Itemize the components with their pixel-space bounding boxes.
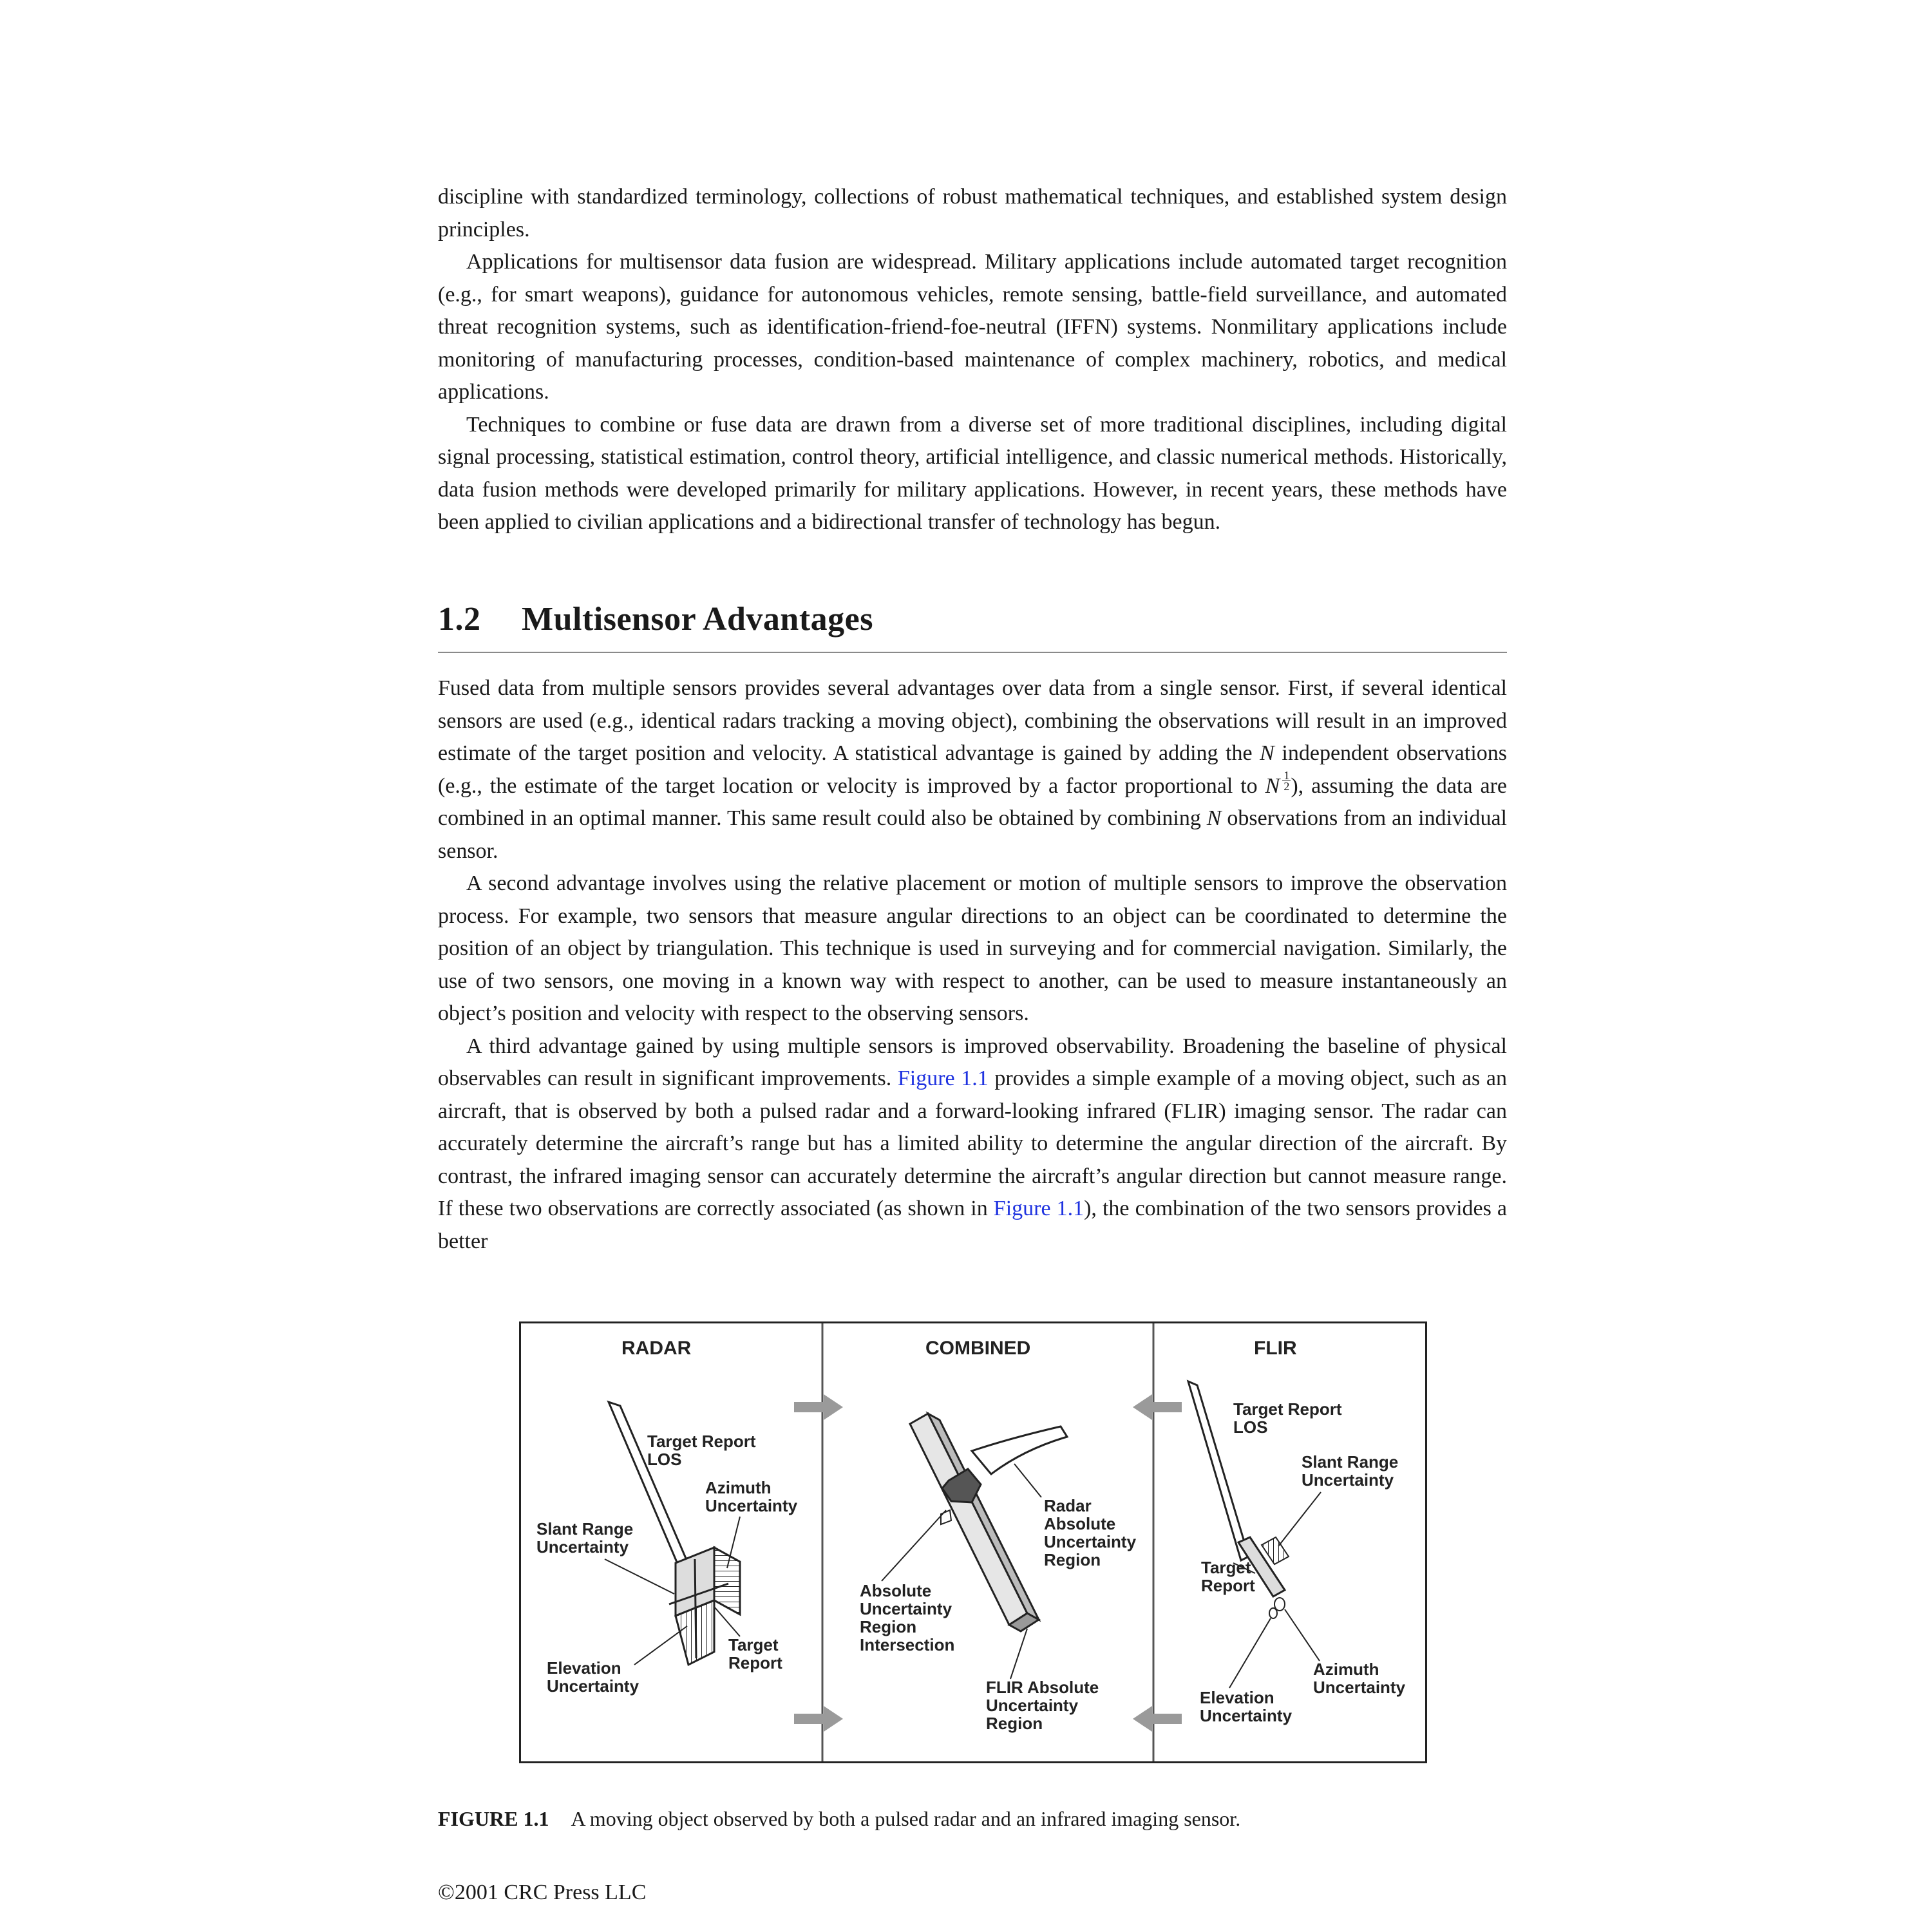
flir-panel-title: FLIR xyxy=(1254,1338,1297,1359)
figure-diagram xyxy=(521,1323,1425,1761)
combined-intersection-leader xyxy=(882,1510,946,1581)
flir-azimuth-leader xyxy=(1285,1609,1320,1661)
intro-paragraph-1: discipline with standardized terminology, collections of robust mathematical techniques, and established system design principles. xyxy=(438,185,1507,242)
flir-target-report-label-2: Report xyxy=(1201,1576,1255,1595)
p3-text-c: ), the combination of the two sensors provides a better xyxy=(438,1197,1507,1253)
flir-elevation-label-1: Elevation xyxy=(1200,1688,1274,1707)
flir-target-report-los-label-1: Target Report xyxy=(1233,1399,1342,1419)
copyright-footer: ©2001 CRC Press LLC xyxy=(438,1880,647,1904)
section-title xyxy=(438,600,1507,638)
p1-text-a: Fused data from multiple sensors provides several advantages over data from a single sensor. First, if several identical sensors are used (e.g., identical radars tracking a moving object), combining the observations will result in an improved estimate of the target position and velocity. A statistical advantage is gained by adding the xyxy=(438,676,1507,765)
combined-intersection-label-2: Uncertainty xyxy=(860,1599,952,1618)
combined-flir-region-label-1: FLIR Absolute xyxy=(986,1678,1099,1697)
combined-radar-region-leader xyxy=(1014,1464,1041,1497)
figure-reference-link[interactable]: Figure 1.1 xyxy=(897,1066,989,1090)
fraction-one-half xyxy=(1282,770,1291,791)
combined-radar-region-label-1: Radar xyxy=(1044,1496,1092,1515)
figure-1-1 xyxy=(519,1321,1427,1763)
radar-target-report-los-label-2: LOS xyxy=(647,1450,682,1469)
arrow-right-top-icon xyxy=(794,1394,843,1420)
radar-slant-range-leader xyxy=(605,1559,674,1594)
figure-caption-text: A moving object observed by both a pulsed radar and an infrared imaging sensor. xyxy=(571,1807,1241,1830)
figure-reference-link-2[interactable]: Figure 1.1 xyxy=(993,1197,1084,1220)
fraction-denominator: 2 xyxy=(1283,779,1290,793)
section-title-text: Multisensor Advantages xyxy=(522,601,873,638)
radar-slant-range-label-1: Slant Range xyxy=(536,1519,634,1539)
intro-text xyxy=(438,181,1507,539)
flir-elevation-label-2: Uncertainty xyxy=(1200,1706,1293,1725)
combined-panel-title: COMBINED xyxy=(925,1338,1031,1359)
flir-slant-range-label-2: Uncertainty xyxy=(1302,1470,1394,1490)
radar-elevation-uncertainty-label-2: Uncertainty xyxy=(547,1676,639,1696)
radar-elevation-leader xyxy=(634,1626,687,1665)
combined-intersection-label-4: Intersection xyxy=(860,1635,955,1654)
radar-target-report-label-2: Report xyxy=(728,1653,782,1672)
combined-radar-region-label-3: Uncertainty xyxy=(1044,1532,1137,1551)
section-paragraph-1 xyxy=(438,672,1507,867)
radar-target-report-label-1: Target xyxy=(728,1635,779,1654)
radar-elevation-uncertainty-label-1: Elevation xyxy=(547,1658,621,1678)
p1-var-n-3: N xyxy=(1206,806,1222,830)
combined-flir-region-label-2: Uncertainty xyxy=(986,1696,1079,1715)
intro-paragraph-2: Applications for multisensor data fusion are widespread. Military applications include automated target recognition (e.g., for smart weapons), guidance for autonomous vehicles, remote sensing, battle-field surveillance, and automated threat recognition systems, such as identification-friend-foe-neutral (IFFN) systems. Nonmilitary applications include monitoring of manufacturing processes, condition-based maintenance of complex machinery, robotics, and medical applications. xyxy=(438,250,1507,404)
flir-azimuth-label-1: Azimuth xyxy=(1313,1660,1379,1679)
combined-flir-region-leader xyxy=(1010,1629,1027,1679)
flir-slant-range-leader xyxy=(1278,1492,1321,1546)
p3-text-b: provides a simple example of a moving object, such as an aircraft, that is observed by both a pulsed radar and a forward-looking infrared (FLIR) imaging sensor. The radar can accurately determine the aircraft’s range but has a limited ability to determine the angular direction of the aircraft. By contrast, the infrared imaging sensor can accurately determine the aircraft’s angular direction but cannot measure range. If these two observations are correctly associated (as shown in xyxy=(438,1066,1507,1220)
combined-radar-region-label-4: Region xyxy=(1044,1550,1101,1569)
p1-var-n-2: N xyxy=(1265,773,1280,798)
section-body xyxy=(438,672,1507,1258)
section-paragraph-3 xyxy=(438,1030,1507,1258)
section-rule xyxy=(438,652,1507,653)
p1-text-c: ), assuming the data are combined in an optimal manner. This same result could also be obtained by combining xyxy=(438,773,1507,830)
arrow-right-bottom-icon xyxy=(794,1706,843,1732)
combined-radar-region-label-2: Absolute xyxy=(1044,1514,1116,1533)
flir-azimuth-label-2: Uncertainty xyxy=(1313,1678,1406,1697)
combined-intersection-label-1: Absolute xyxy=(860,1581,932,1600)
p1-text-b: independent observations (e.g., the estimate of the target location or velocity is improved by a factor proportional to xyxy=(438,741,1507,798)
radar-slant-range-label-2: Uncertainty xyxy=(536,1537,629,1557)
intro-paragraph-3: Techniques to combine or fuse data are drawn from a diverse set of more traditional disciplines, including digital signal processing, statistical estimation, control theory, artificial intelligence, and classic numerical methods. Historically, data fusion methods were developed primarily for military applications. However, in recent years, these methods have been applied to civilian applications and a bidirectional transfer of technology has begun. xyxy=(438,412,1507,534)
arrow-left-top-icon xyxy=(1133,1394,1182,1420)
section-heading xyxy=(438,600,1507,638)
figure-caption-label: FIGURE 1.1 xyxy=(438,1807,549,1830)
section-paragraph-2: A second advantage involves using the relative placement or motion of multiple sensors to improve the observation process. For example, two sensors that measure angular directions to an object can be coordinated to determine the position of an object by triangulation. This technique is used in surveying and for commercial navigation. Similarly, the use of two sensors, one moving in a known way with respect to another, can be used to measure instantaneously an object’s position and velocity with respect to the observing sensors. xyxy=(438,871,1507,1025)
arrow-left-bottom-icon xyxy=(1133,1706,1182,1732)
section-number: 1.2 xyxy=(438,601,481,638)
radar-panel-title: RADAR xyxy=(621,1338,692,1359)
flir-target-report-label-1: Target xyxy=(1201,1558,1251,1577)
flir-elevation-leader xyxy=(1229,1618,1271,1688)
p1-text-d: observations from an individual sensor. xyxy=(438,806,1507,863)
combined-intersection-label-3: Region xyxy=(860,1617,917,1636)
radar-target-report-los-label-1: Target Report xyxy=(647,1432,756,1451)
flir-slant-range-label-1: Slant Range xyxy=(1302,1452,1399,1472)
p3-text-a: A third advantage gained by using multiple sensors is improved observability. Broadening the baseline of physical observables can result in significant improvements. xyxy=(438,1034,1507,1090)
figure-caption xyxy=(438,1807,1240,1831)
fraction-numerator: 1 xyxy=(1283,768,1290,782)
radar-azimuth-uncertainty-label-1: Azimuth xyxy=(705,1478,772,1497)
p1-var-n: N xyxy=(1260,741,1274,765)
combined-flir-region-label-3: Region xyxy=(986,1714,1043,1733)
flir-target-report-los-label-2: LOS xyxy=(1233,1417,1268,1437)
radar-azimuth-uncertainty-label-2: Uncertainty xyxy=(705,1496,798,1515)
